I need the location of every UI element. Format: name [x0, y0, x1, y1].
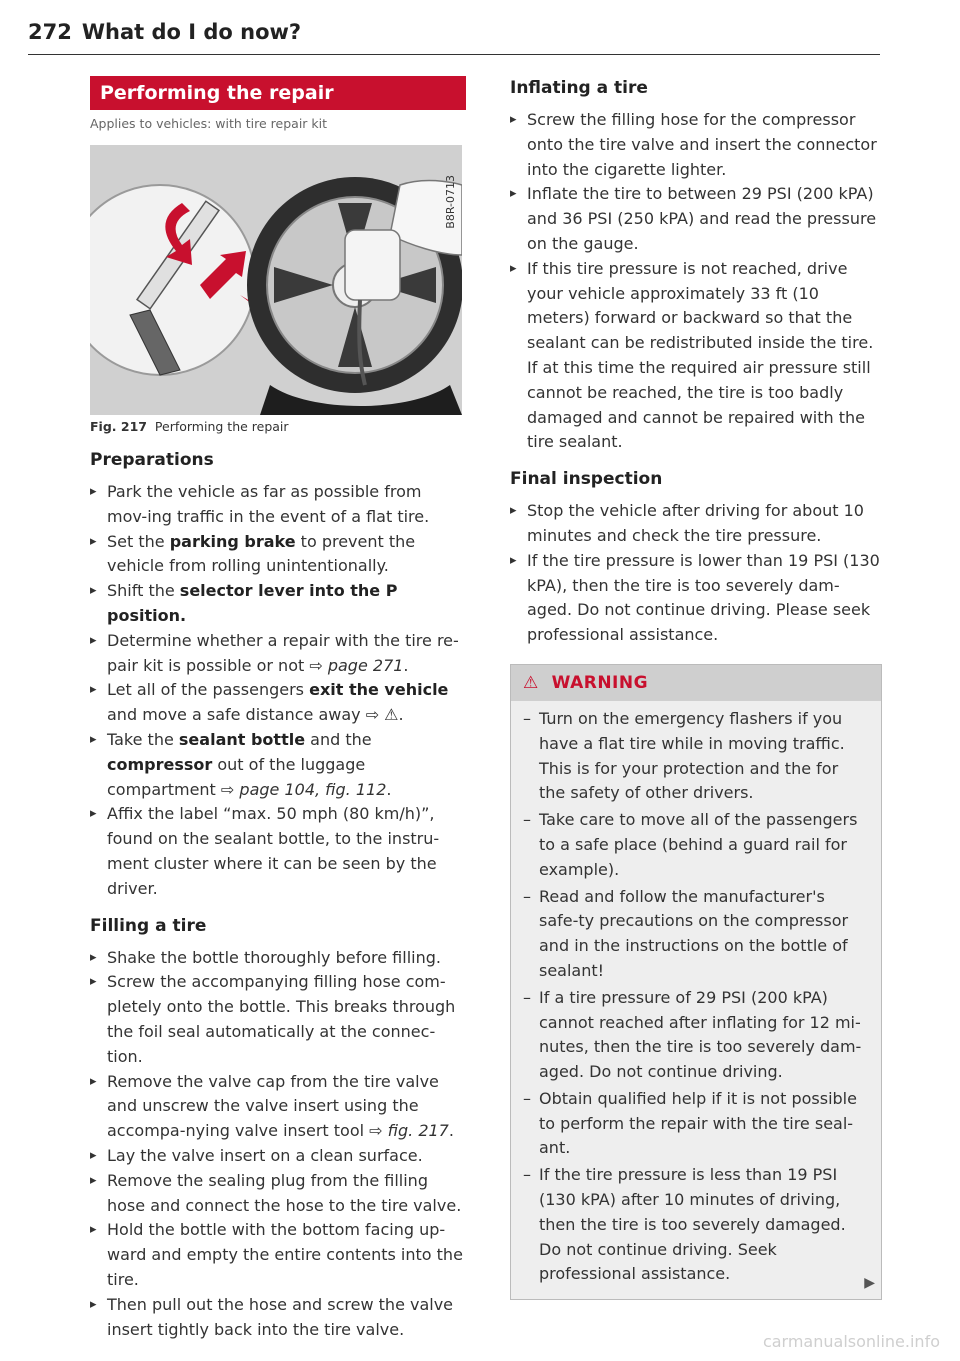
- step-text: Set the: [107, 531, 170, 551]
- watermark: carmanualsonline.info: [762, 1332, 940, 1351]
- step: [90, 1293, 466, 1343]
- figure-caption-text: Performing the repair: [154, 419, 289, 434]
- page-number: 272: [28, 20, 72, 44]
- chapter-title: What do I do now?: [81, 20, 302, 44]
- warning-item: – If the tire pressure is less than 19 PSI (130 kPA) after 10 minutes of driving, then the tire is too severely damaged. Do not continue driving. Seek professional assistance.: [523, 1163, 869, 1287]
- warning-header: [511, 665, 881, 701]
- left-column: [90, 76, 466, 1356]
- filling-heading: Filling a tire: [90, 915, 207, 936]
- step: [90, 1169, 466, 1219]
- step-text: and move a safe distance away ⇨ ⚠.: [107, 705, 404, 725]
- tire-repair-illustration: [90, 145, 462, 415]
- step-bold: compressor: [107, 754, 213, 774]
- warning-box: [510, 664, 882, 1300]
- step: [510, 182, 882, 256]
- step: [90, 802, 466, 901]
- preparations-heading: Preparations: [90, 450, 214, 470]
- preparations-steps: [90, 480, 466, 902]
- step: [90, 678, 466, 728]
- continue-arrow-icon: ▶: [864, 1275, 875, 1292]
- warning-item: – Turn on the emergency flashers if you have a flat tire while in moving traffic. This is for your protection and the for the safety of other drivers.: [523, 707, 869, 806]
- step: [90, 480, 466, 530]
- warning-item: – Obtain qualified help if it is not possible to perform the repair with the tire seal-ant.: [523, 1087, 869, 1161]
- step: [90, 1070, 466, 1144]
- page-reference-link[interactable]: ⇨ page 104, fig. 112: [220, 779, 387, 799]
- step-text: Stop the vehicle after driving for about 10 minutes and check the tire pressure.: [527, 501, 864, 545]
- figure-caption-number: Fig. 217: [90, 419, 147, 434]
- page-reference-link[interactable]: ⇨ page 271: [309, 655, 404, 675]
- section-title-banner: Performing the repair: [90, 76, 466, 110]
- final-inspection-heading: Final inspection: [510, 469, 663, 490]
- step-bold: sealant bottle: [178, 729, 306, 749]
- applies-to-note: Applies to vehicles: with tire repair kit: [90, 116, 328, 131]
- step-text: Affix the label “max. 50 mph (80 km/h)”, found on the sealant bottle, to the instru-ment cluster where it can be seen by the driver.: [107, 804, 440, 898]
- step: [510, 499, 882, 549]
- inflating-heading: Inflating a tire: [510, 78, 648, 98]
- warning-item: – If a tire pressure of 29 PSI (200 kPA) cannot reached after inflating for 12 mi-nutes, then the tire is too severely dam-aged. Do not continue driving.: [523, 986, 869, 1085]
- step-text: Remove the sealing plug from the filling hose and connect the hose to the tire valve.: [107, 1170, 462, 1215]
- step-text: If this tire pressure is not reached, drive your vehicle approximately 33 ft (10 meters) forward or backward so that the sealant can be redistributed inside the tire. If at this time the required air pressure still cannot be reached, the tire is too badly damaged and cannot be repaired with the tire sealant.: [527, 258, 874, 452]
- figure-reference-link[interactable]: ⇨ fig. 217: [369, 1121, 449, 1141]
- step: [90, 530, 466, 580]
- figure-caption: [90, 419, 466, 434]
- step-text: Determine whether a repair with the tire re-pair kit is possible or not: [107, 630, 459, 675]
- warning-list: [511, 701, 881, 1299]
- warning-title: WARNING: [551, 672, 649, 693]
- step-text: Shake the bottle thoroughly before filling.: [107, 947, 441, 967]
- step-bold: selector lever into the P position.: [107, 581, 398, 625]
- warning-item: – Take care to move all of the passengers to a safe place (behind a guard rail for example).: [523, 808, 869, 882]
- step: [90, 728, 466, 802]
- step-text: Park the vehicle as far as possible from mov-ing traffic in the event of a flat tire.: [107, 482, 430, 526]
- figure-217: [90, 145, 462, 415]
- step-text: Take the: [107, 729, 179, 749]
- step-text: Remove the valve cap from the tire valve and unscrew the valve insert using the accompa-nying valve insert tool: [107, 1071, 439, 1141]
- warning-item: – Read and follow the manufacturer's safe-ty precautions on the compressor and in the instructions on the bottle of sealant!: [523, 885, 869, 984]
- step: [510, 257, 882, 455]
- step: [510, 549, 882, 648]
- page-header: [28, 20, 880, 55]
- step-text: and the: [305, 729, 372, 749]
- step-text: .: [403, 655, 409, 675]
- step: [90, 1144, 466, 1169]
- step-bold: exit the vehicle: [309, 680, 449, 700]
- step: [90, 946, 466, 971]
- step-text: out of the luggage compartment: [107, 754, 366, 799]
- step: [90, 629, 466, 679]
- final-inspection-steps: [510, 499, 882, 648]
- step-text: Inflate the tire to between 29 PSI (200 kPA) and 36 PSI (250 kPA) and read the pressure on the gauge.: [527, 184, 877, 253]
- step-text: If the tire pressure is lower than 19 PSI (130 kPA), then the tire is too severely dam-aged. Do not continue driving. Please seek professional assistance.: [527, 550, 880, 645]
- step-text: Lay the valve insert on a clean surface.: [107, 1145, 423, 1165]
- step-bold: parking brake: [169, 531, 296, 551]
- step-text: .: [448, 1121, 454, 1141]
- step-text: Shift the: [107, 581, 180, 601]
- filling-steps: [90, 946, 466, 1343]
- step-text: Screw the filling hose for the compressor onto the tire valve and insert the connector into the cigarette lighter.: [527, 110, 877, 179]
- step-text: to prevent the vehicle from rolling unintentionally.: [107, 531, 416, 576]
- step: [510, 108, 882, 182]
- step-text: .: [386, 779, 392, 799]
- step: [90, 579, 466, 629]
- step-text: Let all of the passengers: [107, 680, 310, 700]
- figure-side-code: B8R-0713: [444, 175, 457, 229]
- step-text: Then pull out the hose and screw the valve insert tightly back into the tire valve.: [107, 1294, 454, 1339]
- step-text: Hold the bottle with the bottom facing up-ward and empty the entire contents into the tire.: [107, 1220, 463, 1289]
- step: [90, 970, 466, 1069]
- inflating-steps: [510, 108, 882, 455]
- right-column: [510, 76, 882, 1300]
- step-text: Screw the accompanying filling hose com-pletely onto the bottle. This breaks through the foil seal automatically at the connec-tion.: [107, 972, 456, 1066]
- warning-triangle-icon: ⚠: [523, 672, 539, 693]
- step: [90, 1218, 466, 1292]
